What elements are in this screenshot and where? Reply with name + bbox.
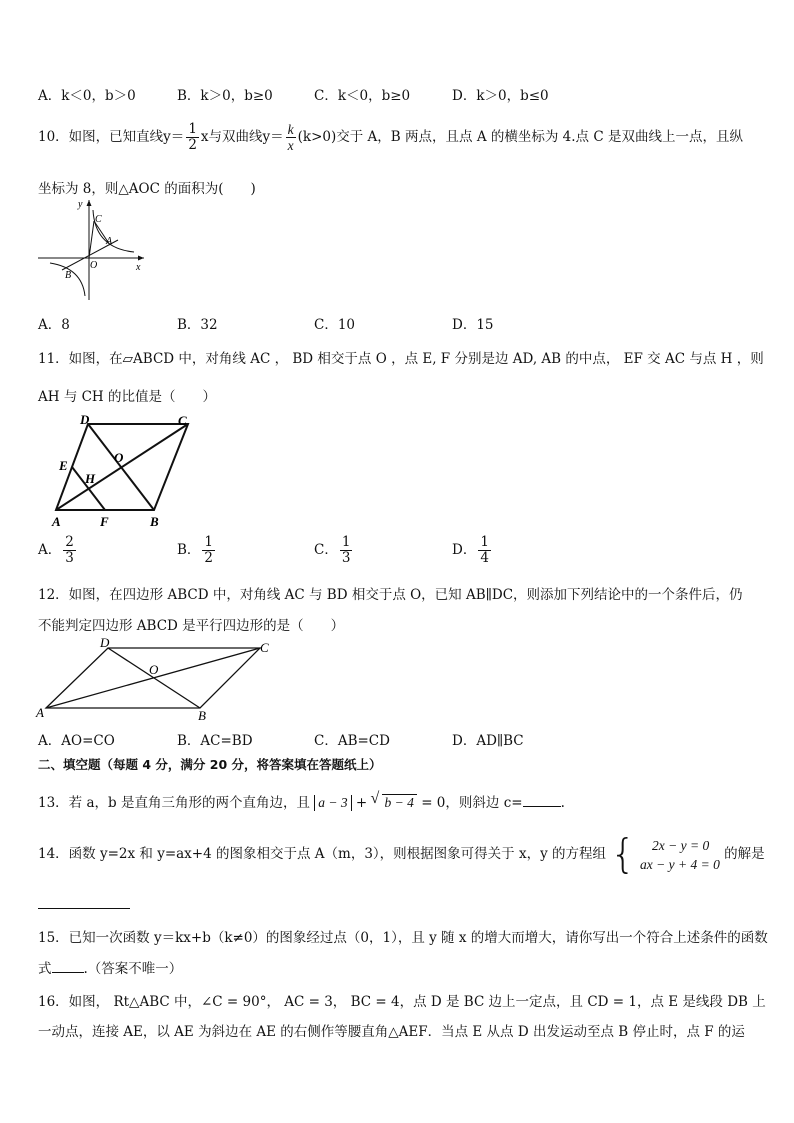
q12-option-d: D．AD∥BC (452, 733, 524, 749)
label-o: O (149, 662, 159, 677)
label-c: C (95, 214, 102, 225)
label-f: F (100, 514, 109, 528)
label-o: O (114, 450, 124, 465)
q16-stem-line1: 16．如图， Rt△ABC 中，∠C = 90°， AC = 3， BC = 4，点 D 是 BC 边上一定点，且 CD = 1，点 E 是线段 DB 上 (38, 994, 766, 1010)
q10-stem-line1 (38, 120, 743, 154)
diagonal-bd (108, 648, 200, 708)
q10-option-b: B．32 (177, 317, 218, 333)
q13-text-2: ，则斜边 c= (445, 795, 523, 811)
label-d: D (80, 412, 90, 427)
q11-option-d-letter: D． (452, 542, 477, 558)
q15-stem-line1: 15．已知一次函数 y＝kx+b（k≠0）的图象经过点（0，1），且 y 随 x 的增大而增大，请你写出一个符合上述条件的函数 (38, 930, 768, 946)
label-b: B (198, 708, 206, 723)
q11-option-b-num: 1 (204, 534, 214, 550)
q11-option-c-den: 3 (341, 550, 351, 566)
q13-stem (38, 790, 565, 812)
q10-option-a: A．8 (38, 317, 70, 333)
q13-text-1: 13．若 a，b 是直角三角形的两个直角边，且 (38, 795, 310, 811)
diagonal-bd (88, 424, 154, 510)
q11-option-d-num: 1 (480, 534, 489, 550)
label-x: x (136, 262, 141, 273)
q13-period: . (560, 795, 565, 811)
q11-option-d (452, 535, 493, 566)
q10-frac2-num: k (287, 122, 294, 137)
label-y: y (78, 199, 83, 210)
sqrt-icon: √ (370, 790, 380, 807)
q9-option-c: C．k＜0，b≥0 (314, 88, 411, 104)
q10-frac2-den: x (287, 138, 294, 153)
q11-stem-line1: 11．如图，在▱ABCD 中，对角线 AC ， BD 相交于点 O ，点 E, F 分别是边 AD, AB 的中点， EF 交 AC 与点 H ，则 (38, 351, 764, 367)
q10-frac1-den: 2 (188, 137, 197, 153)
q14-answer-blank[interactable] (38, 908, 130, 909)
q14-text-1: 14．函数 y=2x 和 y=ax+4 的图象相交于点 A（m，3），则根据图象可得关于 x，y 的方程组 (38, 846, 606, 862)
q11-option-b-letter: B． (177, 542, 201, 558)
brace-icon: { (610, 831, 636, 878)
q13-equals-zero: = 0 (421, 795, 446, 811)
q11-option-b (177, 535, 217, 566)
q11-option-c-num: 1 (341, 534, 351, 550)
segment-oc (89, 221, 94, 258)
q9-option-a: A．k＜0，b＞0 (38, 88, 136, 104)
q16-stem-line2: 一动点，连接 AE，以 AE 为斜边在 AE 的右侧作等腰直角△AEF．当点 E 从点 D 出发运动至点 B 停止时，点 F 的运 (38, 1024, 745, 1040)
q11-option-a-letter: A． (38, 542, 62, 558)
q13-sqrt-content: b − 4 (384, 795, 414, 810)
label-o: O (90, 260, 98, 271)
label-a: A (36, 705, 44, 720)
x-axis-arrow (138, 256, 144, 261)
q15-answer-blank[interactable] (52, 960, 84, 973)
q10-option-c: C．10 (314, 317, 356, 333)
label-b: B (150, 514, 159, 528)
q14-stem (38, 830, 765, 878)
q13-answer-blank[interactable] (523, 794, 561, 807)
q11-option-a-den: 3 (65, 550, 74, 566)
q14-equation-1: 2x − y = 0 (652, 837, 710, 853)
q12-stem-line1: 12．如图，在四边形 ABCD 中，对角线 AC 与 BD 相交于点 O，已知 AB∥DC，则添加下列结论中的一个条件后，仍 (38, 587, 743, 603)
q10-fraction-kx (286, 122, 296, 153)
q15-text-1: 式 (38, 961, 52, 977)
q10-option-d: D．15 (452, 317, 494, 333)
label-h: H (85, 471, 96, 486)
q11-option-c (314, 535, 354, 566)
q12-option-c: C．AB=CD (314, 733, 390, 749)
q10-text-3: (k>0)交于 A，B 两点，且点 A 的横坐标为 4.点 C 是双曲线上一点，且纵 (297, 129, 743, 145)
q13-plus: + (355, 795, 368, 811)
label-b: B (65, 270, 72, 281)
label-c: C (178, 413, 187, 428)
q14-text-2: 的解是 (724, 846, 765, 862)
q14-equation-2: ax − y + 4 = 0 (640, 856, 720, 872)
q11-option-a (38, 535, 78, 566)
q13-absolute-value: a − 3 (314, 795, 351, 811)
q11-option-d-den: 4 (480, 550, 489, 566)
q10-text-1: 10．如图，已知直线y＝ (38, 129, 185, 145)
q11-option-b-den: 2 (204, 550, 214, 566)
q10-text-2: x与双曲线y＝ (200, 129, 284, 145)
label-c: C (260, 640, 269, 655)
q10-fraction-half (186, 122, 199, 153)
label-a: A (52, 514, 61, 528)
q11-option-b-fraction (202, 535, 215, 566)
y-axis-arrow (87, 200, 92, 206)
q13-square-root (370, 790, 417, 810)
q10-frac1-num: 1 (188, 121, 197, 137)
q12-option-b: B．AC=BD (177, 733, 253, 749)
q12-figure-quadrilateral (34, 636, 284, 724)
q12-stem-line2: 不能判定四边形 ABCD 是平行四边形的是（ ） (38, 618, 345, 634)
q11-option-a-fraction (63, 535, 76, 566)
q11-option-a-num: 2 (65, 534, 74, 550)
label-e: E (59, 458, 68, 473)
q9-option-b: B．k＞0，b≥0 (177, 88, 273, 104)
section-fill-in-heading: 二、填空题（每题 4 分，满分 20 分，将答案填在答题纸上） (38, 757, 382, 772)
q15-text-2: .（答案不唯一） (83, 961, 183, 977)
q15-stem-line2 (38, 957, 182, 977)
q9-option-d: D．k＞0，b≤0 (452, 88, 549, 104)
q11-option-d-fraction (478, 535, 491, 566)
q12-option-a: A．AO=CO (38, 733, 115, 749)
q11-stem-line2: AH 与 CH 的比值是（ ） (38, 389, 216, 405)
q10-stem-line2: 坐标为 8，则△AOC 的面积为( ) (38, 181, 256, 197)
label-d: D (100, 636, 110, 650)
q10-figure-hyperbola (36, 196, 148, 304)
q14-equation-system (640, 836, 720, 874)
label-a: A (106, 236, 113, 247)
q11-figure-parallelogram (48, 412, 198, 528)
q11-option-c-fraction (340, 535, 353, 566)
q11-option-c-letter: C． (314, 542, 338, 558)
